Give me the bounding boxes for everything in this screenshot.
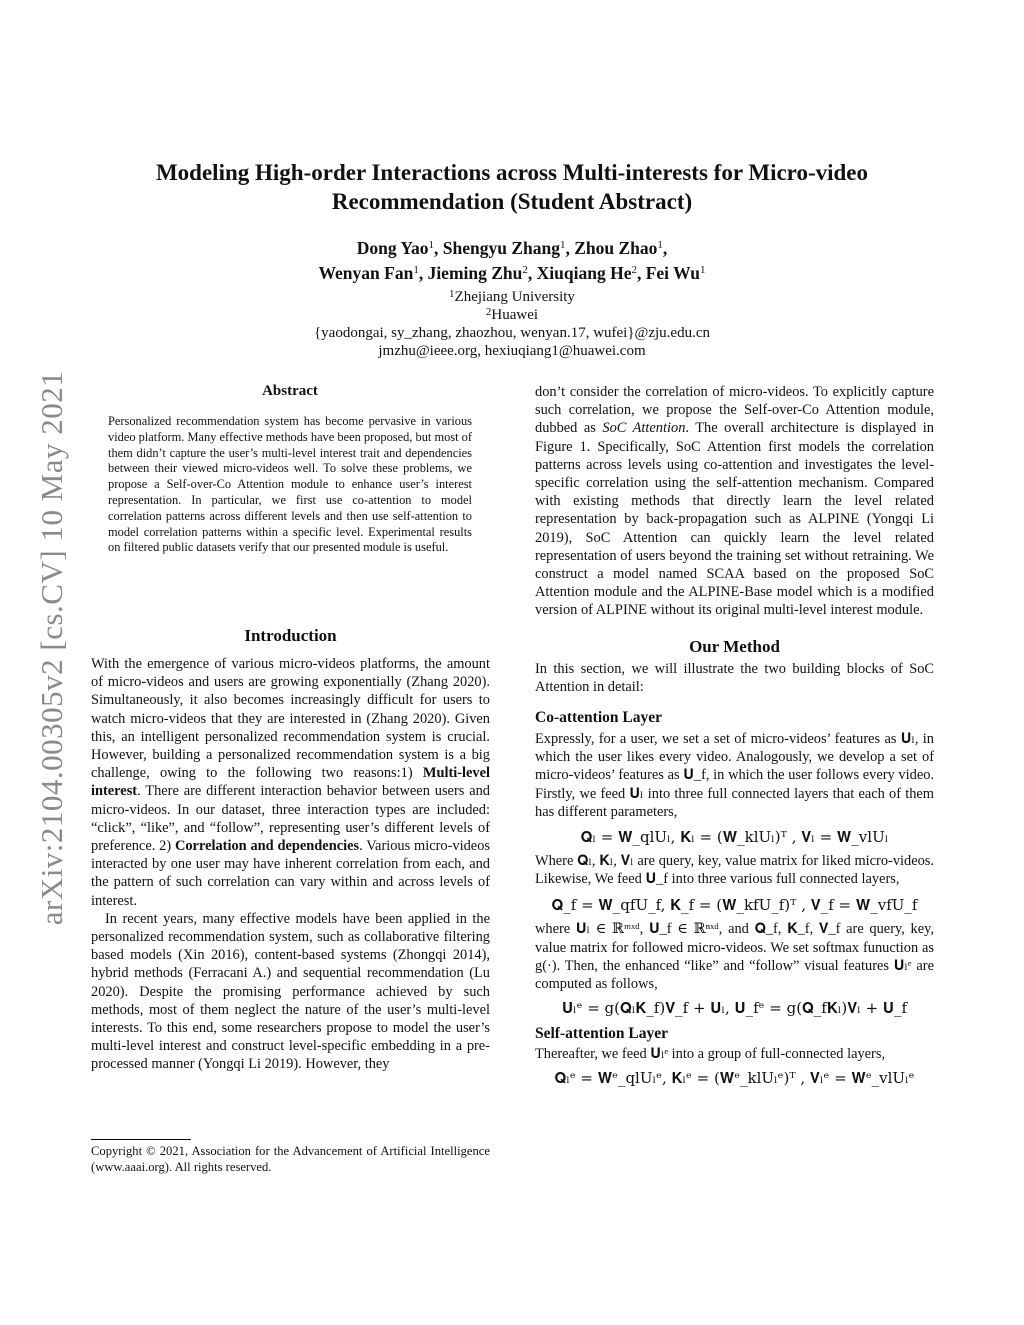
text-run: don’t consider the correlation of micro-videos. To explicitly capture such correlation, we propose the Self-over-Co Attention module, dubbed as bbox=[535, 384, 934, 437]
footnote-rule bbox=[91, 1139, 191, 1140]
author-separator: , bbox=[565, 238, 575, 258]
abstract-text: Personalized recommendation system has become pervasive in various video platform. Many effective methods have been proposed, but most of them didn’t capture the user’s multi-level interest trait and dependencies between their viewed micro-videos well. To solve these problems, we propose a Self-over-Co Attention module to enhance user’s interest representation. In particular, we first use co-attention to model correlation patterns across different levels and then use self-attention to model correlation patterns within a specific level. Experimental results on filtered public datasets verify that our presented module is useful. bbox=[108, 414, 472, 555]
email-line-1: {yaodongai, sy_zhang, zhaozhou, wenyan.17, wufei}@zju.edu.cn bbox=[313, 325, 710, 341]
abstract-heading: Abstract bbox=[262, 383, 318, 399]
paper-title bbox=[120, 158, 904, 216]
text-run: . Various micro-videos interacted by one user may have inherent correlation from each, and the pattern of such correlation can vary within and across levels of interest. bbox=[91, 838, 490, 909]
text-run: . The overall architecture is displayed in Figure 1. Specifically, SoC Attention first models the correlation patterns across levels using co-attention and investigates the level-specific correlation using the self-attention mechanism. Compared with existing methods that directly learn the level related representation by back-propagation such as ALPINE (Yongqi Li 2019), SoC Attention can quickly learn the level related representation of users beyond the training set without retraining. We construct a model named SCAA based on the proposed SoC Attention module and the ALPINE-Base model which is a modified version of ALPINE without its original multi-level interest module. bbox=[535, 420, 934, 619]
affiliation-mark: 2 bbox=[485, 306, 492, 318]
author-separator: , bbox=[662, 238, 668, 258]
author-name: Fei Wu bbox=[645, 263, 701, 283]
emphasis-correlation: Correlation and dependencies bbox=[174, 838, 360, 855]
affiliation-name: Huawei bbox=[491, 307, 539, 323]
text-run: . There are different interaction behavior between users and micro-videos. In our dataset, three interaction types are included: “click”, “like”, and “follow”, representing user’s different levels of preference. 2) bbox=[91, 783, 490, 855]
affiliation-mark: 1 bbox=[449, 288, 455, 300]
emphasis-multi-level: Multi-level interest bbox=[91, 765, 490, 800]
method-heading: Our Method bbox=[689, 636, 780, 656]
left-column bbox=[91, 626, 490, 1074]
intro-paragraph-3 bbox=[535, 383, 934, 620]
author-affiliation-mark: 2 bbox=[631, 264, 637, 276]
authors-line-1 bbox=[150, 236, 874, 261]
author-separator: , bbox=[434, 238, 443, 258]
intro-paragraph-1 bbox=[91, 655, 490, 910]
email-line-2: jmzhu@ieee.org, hexiuqiang1@huawei.com bbox=[378, 343, 646, 359]
introduction-heading: Introduction bbox=[244, 626, 337, 645]
intro-continuation bbox=[535, 383, 934, 620]
equation-1: 𝐐ₗ = 𝐖_qlUₗ, 𝐊ₗ = (𝐖_klUₗ)ᵀ , 𝐕ₗ = 𝐖_vlUₗ bbox=[580, 828, 889, 847]
affiliation-2 bbox=[150, 306, 874, 324]
author-name: Zhou Zhao bbox=[574, 238, 658, 258]
emphasis-soc-attention: SoC Attention bbox=[602, 420, 686, 437]
equation-3: 𝐔ₗᵉ = g(𝐐ₗ𝐊_f)𝐕_f + 𝐔ₗ, 𝐔_fᵉ = g(𝐐_f𝐊ₗ)𝐕ₗ + 𝐔_f bbox=[561, 999, 908, 1018]
author-separator: , bbox=[636, 263, 646, 283]
author-name: Dong Yao bbox=[356, 238, 429, 258]
authors-line-2 bbox=[150, 261, 874, 286]
author-affiliation-mark: 1 bbox=[657, 239, 663, 251]
author-affiliation-mark: 2 bbox=[522, 264, 528, 276]
author-affiliation-mark: 1 bbox=[428, 239, 435, 251]
coattention-paragraph-3: where 𝐔ₗ ∈ ℝᵐˣᵈ, 𝐔_f ∈ ℝⁿˣᵈ, and 𝐐_f, 𝐊_f, 𝐕_f are query, key, value matrix for followed micro-videos. We set softmax funuction as g(·). Then, the enhanced “like” and “follow” visual features 𝐔ₗᵉ are computed as follows, bbox=[535, 921, 934, 993]
equation-4: 𝐐ₗᵉ = 𝐖ᵉ_qlUₗᵉ, 𝐊ₗᵉ = (𝐖ᵉ_klUₗᵉ)ᵀ , 𝐕ₗᵉ = 𝐖ᵉ_vlUₗᵉ bbox=[554, 1069, 915, 1088]
method-intro: In this section, we will illustrate the two building blocks of SoC Attention in detail: bbox=[535, 660, 934, 695]
coattention-paragraph-2: Where 𝐐ₗ, 𝐊ₗ, 𝐕ₗ are query, key, value matrix for liked micro-videos. Likewise, We feed 𝐔_f into three various full connected layers, bbox=[535, 853, 934, 888]
text-run: With the emergence of various micro-videos platforms, the amount of micro-videos and users are growing exponentially (Zhang 2020). Simultaneously, it also becomes increasingly difficult for users to watch micro-videos that they are interested in (Zhang 2020). Given this, an intelligent personalized recommendation system is crucial. However, building a personalized recommendation system is a big challenge, owing to the following two reasons:1) bbox=[91, 656, 490, 782]
coattention-paragraph-1: Expressly, for a user, we set a set of micro-videos’ features as 𝐔ₗ, in which the user likes every video. Analogously, we develop a set of micro-videos’ features as 𝐔_f, in which the user follows every video. Firstly, we feed 𝐔ₗ into three full connected layers that each of them has different parameters, bbox=[535, 731, 934, 820]
title-line-1: Modeling High-order Interactions across Multi-interests for Micro-video bbox=[155, 160, 869, 185]
introduction-body bbox=[91, 655, 490, 1074]
title-line-2: Recommendation (Student Abstract) bbox=[331, 189, 693, 214]
copyright-footnote: Copyright © 2021, Association for the Advancement of Artificial Intelligence (www.aaai.org). All rights reserved. bbox=[91, 1144, 490, 1174]
arxiv-identifier: arXiv:2104.00305v2 [cs.CV] 10 May 2021 bbox=[34, 370, 69, 926]
author-list bbox=[150, 236, 874, 286]
author-affiliation-mark: 1 bbox=[700, 264, 706, 276]
author-separator: , bbox=[418, 263, 428, 283]
author-separator: , bbox=[527, 263, 537, 283]
coattention-heading: Co-attention Layer bbox=[535, 709, 662, 727]
affiliations bbox=[150, 288, 874, 360]
author-affiliation-mark: 1 bbox=[559, 239, 566, 251]
self-attention-heading: Self-attention Layer bbox=[535, 1025, 669, 1043]
affiliation-1 bbox=[150, 288, 874, 306]
self-attention-paragraph-1: Thereafter, we feed 𝐔ₗᵉ into a group of full-connected layers, bbox=[535, 1046, 886, 1063]
author-name: Jieming Zhu bbox=[427, 263, 523, 283]
author-name: Shengyu Zhang bbox=[442, 238, 560, 258]
author-affiliation-mark: 1 bbox=[413, 264, 419, 276]
author-name: Wenyan Fan bbox=[318, 263, 414, 283]
intro-paragraph-2: In recent years, many effective models have been applied in the personalized recommendation system, such as collaborative filtering based models (Xin 2016), content-based systems (Zhongqi 2014), hybrid methods (Ferracani A.) and sequential recommendation (Lu 2020). Despite the promising performance achieved by such methods, most of them neglect the nature of the user’s multi-level interests. To this end, some researchers propose to model the user’s multi-level interest and construct level-specific embedding in a pre-processed manner (Yongqi Li 2019). However, they bbox=[91, 910, 490, 1073]
equation-2: 𝐐_f = 𝐖_qfU_f, 𝐊_f = (𝐖_kfU_f)ᵀ , 𝐕_f = 𝐖_vfU_f bbox=[551, 896, 918, 915]
affiliation-name: Zhejiang University bbox=[454, 289, 575, 305]
author-name: Xiuqiang He bbox=[536, 263, 632, 283]
right-column bbox=[535, 383, 934, 1087]
